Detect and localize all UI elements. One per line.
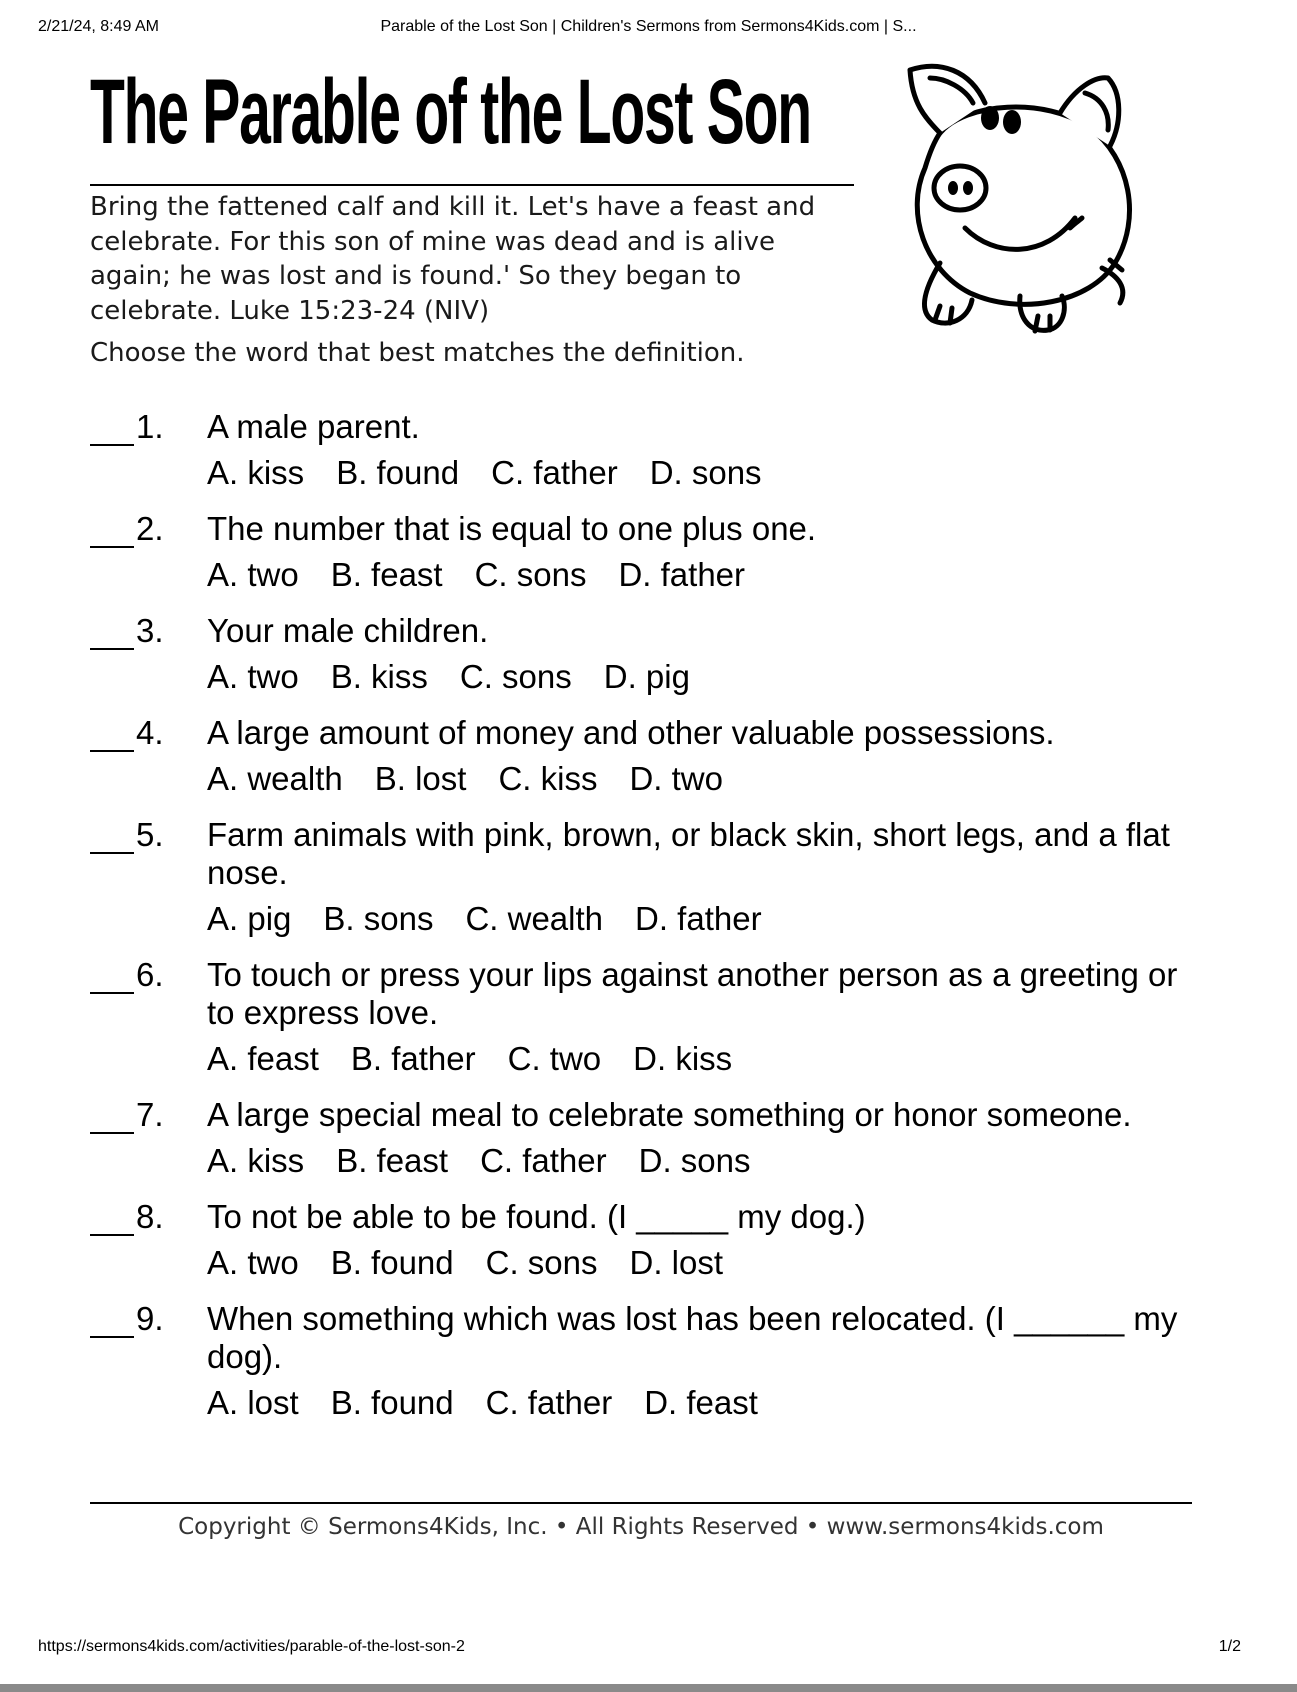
answer-options — [207, 556, 1200, 594]
question-number: 8. — [136, 1198, 164, 1235]
question-number: 9. — [136, 1300, 164, 1337]
answer-options — [207, 658, 1200, 696]
instructions: Choose the word that best matches the definition. — [90, 338, 745, 368]
answer-option: D. father — [635, 900, 762, 937]
answer-option: B. found — [336, 454, 460, 491]
page-number: 1/2 — [1218, 1638, 1241, 1655]
answer-option: C. father — [485, 1384, 613, 1421]
answer-option: D. sons — [638, 1142, 751, 1179]
answer-blank[interactable] — [90, 962, 134, 994]
print-document-title: Parable of the Lost Son | Children's Sermons from Sermons4Kids.com | S... — [380, 18, 917, 35]
answer-blank[interactable] — [90, 1102, 134, 1134]
answer-option: A. pig — [207, 900, 292, 937]
print-header — [38, 18, 1259, 42]
question-number: 4. — [136, 714, 164, 751]
answer-options — [207, 1244, 1200, 1282]
answer-option: D. pig — [603, 658, 690, 695]
copyright-notice: Copyright © Sermons4Kids, Inc. • All Rights Reserved • www.sermons4kids.com — [178, 1514, 1104, 1540]
answer-option: C. father — [491, 454, 618, 491]
answer-option: C. wealth — [465, 900, 604, 937]
answer-option: B. found — [330, 1244, 454, 1281]
question-item — [90, 816, 1200, 938]
answer-option: A. two — [207, 1244, 299, 1281]
answer-option: C. kiss — [498, 760, 598, 797]
answer-option: C. two — [507, 1040, 602, 1077]
question-number: 6. — [136, 956, 164, 993]
answer-option: B. feast — [336, 1142, 449, 1179]
page-bottom-edge — [0, 1684, 1297, 1692]
answer-blank[interactable] — [90, 720, 134, 752]
question-item — [90, 510, 1200, 594]
question-number: 7. — [136, 1096, 164, 1133]
answer-blank[interactable] — [90, 414, 134, 446]
answer-option: B. kiss — [330, 658, 428, 695]
pig-icon — [870, 48, 1180, 358]
print-url: https://sermons4kids.com/activities/parable-of-the-lost-son-2 — [38, 1638, 465, 1655]
answer-blank[interactable] — [90, 618, 134, 650]
answer-option: A. lost — [207, 1384, 299, 1421]
question-item — [90, 1096, 1200, 1180]
answer-options — [207, 760, 1200, 798]
question-item — [90, 956, 1200, 1078]
question-text: Your male children. — [207, 612, 489, 649]
print-datetime: 2/21/24, 8:49 AM — [38, 18, 159, 35]
answer-option: A. kiss — [207, 454, 305, 491]
answer-option: D. kiss — [633, 1040, 733, 1077]
question-text: To not be able to be found. (I _____ my dog.) — [207, 1198, 866, 1235]
question-list — [90, 408, 1200, 1440]
question-number: 5. — [136, 816, 164, 853]
title-divider — [90, 184, 854, 186]
answer-blank[interactable] — [90, 516, 134, 548]
answer-option: D. lost — [629, 1244, 724, 1281]
answer-blank[interactable] — [90, 1204, 134, 1236]
question-text: A large amount of money and other valuable possessions. — [207, 714, 1055, 751]
answer-option: A. feast — [207, 1040, 319, 1077]
answer-option: C. sons — [485, 1244, 598, 1281]
question-item — [90, 1300, 1200, 1422]
question-item — [90, 714, 1200, 798]
answer-option: B. feast — [330, 556, 443, 593]
question-text: A large special meal to celebrate something or honor someone. — [207, 1096, 1132, 1133]
question-number: 1. — [136, 408, 164, 445]
answer-option: A. two — [207, 658, 299, 695]
answer-option: D. two — [629, 760, 723, 797]
answer-option: D. feast — [644, 1384, 758, 1421]
answer-option: C. father — [480, 1142, 607, 1179]
answer-option: B. lost — [374, 760, 467, 797]
answer-option: C. sons — [459, 658, 572, 695]
answer-option: B. father — [350, 1040, 476, 1077]
worksheet-title: The Parable of the Lost Son — [90, 61, 811, 163]
answer-option: D. father — [618, 556, 746, 593]
answer-blank[interactable] — [90, 1306, 134, 1338]
answer-options — [207, 1384, 1200, 1422]
question-text: The number that is equal to one plus one. — [207, 510, 817, 547]
question-item — [90, 408, 1200, 492]
question-item — [90, 612, 1200, 696]
question-text: A male parent. — [207, 408, 420, 445]
answer-option: A. kiss — [207, 1142, 305, 1179]
answer-option: B. sons — [323, 900, 434, 937]
question-item — [90, 1198, 1200, 1282]
answer-option: A. wealth — [207, 760, 343, 797]
answer-options — [207, 1040, 1200, 1078]
question-text: To touch or press your lips against another person as a greeting or to express love. — [207, 956, 1178, 1031]
answer-blank[interactable] — [90, 822, 134, 854]
answer-options — [207, 1142, 1200, 1180]
question-text: When something which was lost has been relocated. (I ______ my dog). — [207, 1300, 1178, 1375]
answer-option: A. two — [207, 556, 299, 593]
answer-options — [207, 454, 1200, 492]
question-number: 3. — [136, 612, 164, 649]
scripture-passage: Bring the fattened calf and kill it. Let's have a feast and celebrate. For this son of mine was dead and is alive again; he was lost and is found.' So they began to celebrate. Luke 15:23-24 (NIV) — [90, 192, 816, 326]
answer-options — [207, 900, 1200, 938]
answer-option: B. found — [330, 1384, 454, 1421]
question-number: 2. — [136, 510, 164, 547]
answer-option: C. sons — [474, 556, 587, 593]
question-text: Farm animals with pink, brown, or black skin, short legs, and a flat nose. — [207, 816, 1170, 891]
answer-option: D. sons — [649, 454, 762, 491]
footer-divider — [90, 1502, 1192, 1504]
